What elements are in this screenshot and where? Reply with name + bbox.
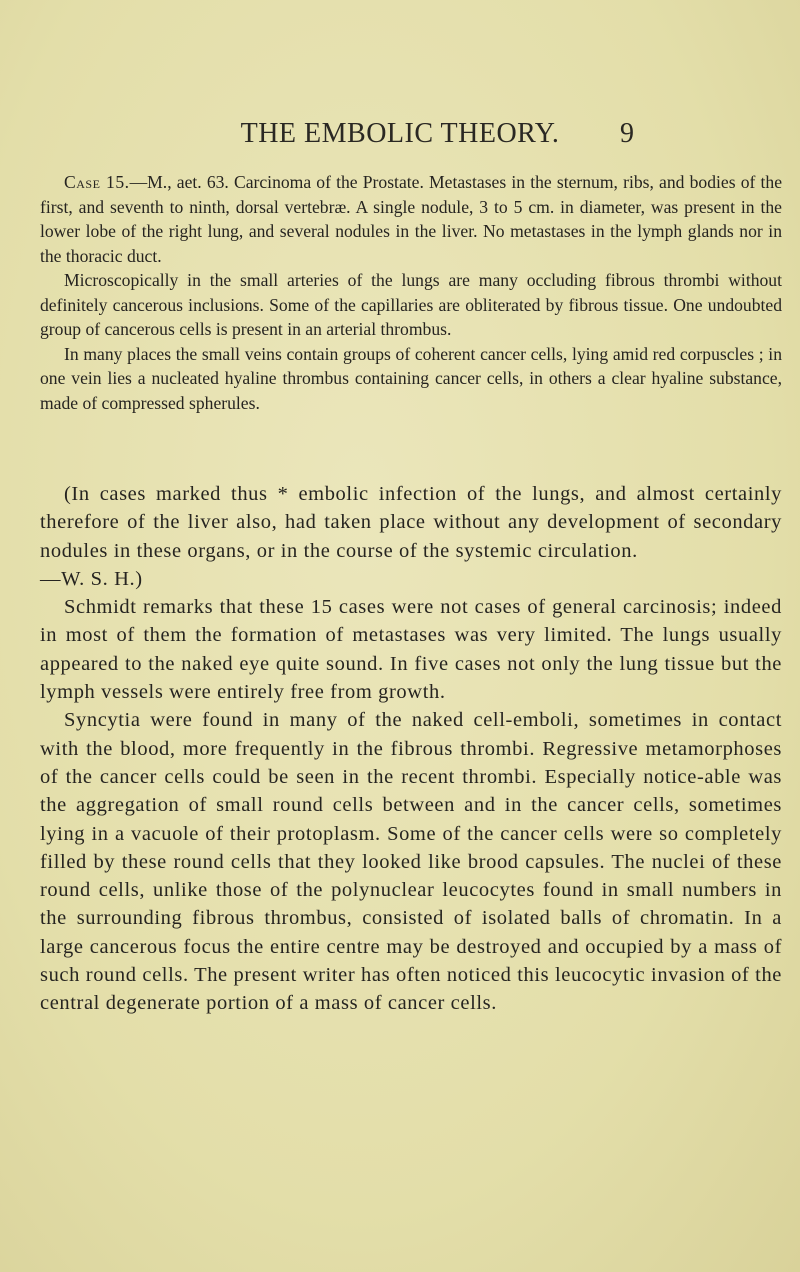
schmidt-paragraph: Schmidt remarks that these 15 cases were not cases of general carcinosis; indeed in most of them the formation of metastases was very limited. The lungs usually appeared to the naked eye quite sound. In five cases not only the lung tissue but the lymph vessels were entirely free from growth. [40, 596, 782, 704]
case-label: Case 15. [64, 172, 130, 192]
page-number: 9 [620, 118, 634, 149]
case-intro: —M., aet. 63. Carcinoma of the Prostate. Metastases in the sternum, ribs, and bodies of the first, and seventh to ninth, dorsal vertebræ. A single nodule, 3 to 5 cm. in diameter, was present in the lower lobe of the right lung, and several nodules in the liver. No metastases in the lymph glands nor in the thoracic duct. [40, 172, 782, 266]
syncytia-paragraph: Syncytia were found in many of the naked cell-emboli, sometimes in contact with the blood, more frequently in the fibrous thrombi. Regressive metamorphoses of the cancer cells could be seen in the recent thrombi. Especially notice-able was the aggregation of small round cells between and in the cancer cells, sometimes lying in a vacuole of their protoplasm. Some of the cancer cells were so completely filled by these round cells that they looked like brood capsules. The nuclei of these round cells, unlike those of the polynuclear leucocytes found in small numbers in the surrounding fibrous thrombus, consisted of isolated balls of chromatin. In a large cancerous focus the entire centre may be destroyed and occupied by a mass of such round cells. The present writer has often noticed this leucocytic invasion of the central degenerate portion of a mass of cancer cells. [40, 709, 782, 1015]
microscopy-paragraph: Microscopically in the small arteries of the lungs are many occluding fibrous thrombi without definitely cancerous inclusions. Some of the capillaries are obliterated by fibrous tissue. One undoubted group of cancerous cells is present in an arterial thrombus. [40, 270, 782, 339]
commentary [40, 480, 782, 1018]
case-report [40, 170, 782, 415]
veins-paragraph: In many places the small veins contain groups of coherent cancer cells, lying amid red corpuscles ; in one vein lies a nucleated hyaline thrombus containing cancer cells, in others a clear hyaline substance, made of compressed spherules. [40, 343, 782, 413]
case-paragraph [40, 170, 782, 268]
page-header [0, 118, 800, 158]
editor-signature: —W. S. H.) [40, 567, 143, 590]
running-title: THE EMBOLIC THEORY. [240, 118, 560, 149]
editor-note: (In cases marked thus * embolic infection of the lungs, and almost certainly therefore of the liver also, had taken place without any development of secondary nodules in these organs, or in the course of the systemic circulation. [40, 483, 782, 562]
